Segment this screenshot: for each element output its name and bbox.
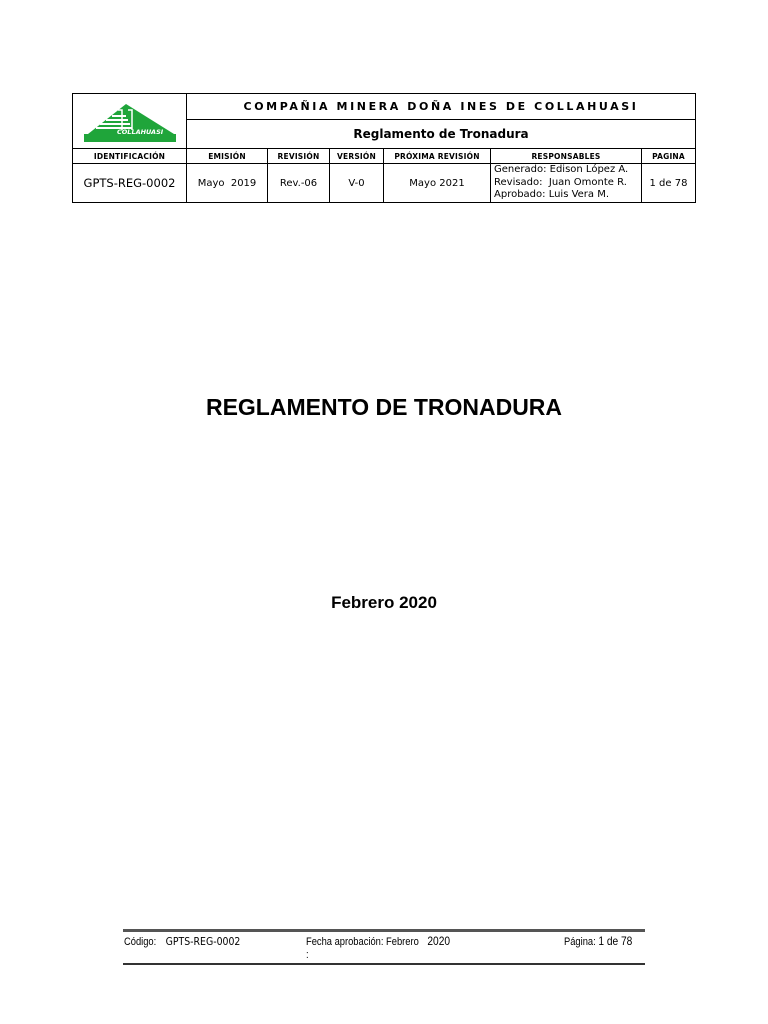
footer-pagina [564, 934, 632, 948]
column-header-identificacion: IDENTIFICACIÓN [73, 149, 187, 164]
footer-pagina-label: Página: [564, 936, 596, 948]
column-header-proxima-revision: PRÓXIMA REVISIÓN [384, 149, 491, 164]
footer-codigo [124, 935, 240, 948]
column-header-emision: EMISIÓN [187, 149, 268, 164]
footer-top-rule [123, 929, 645, 932]
responsable-revisado: Revisado: Juan Omonte R. [494, 176, 627, 188]
company-name: COMPAÑIA MINERA DOÑA INES DE COLLAHUASI [187, 94, 696, 120]
company-logo [73, 94, 187, 149]
identificacion-value: GPTS-REG-0002 [73, 164, 187, 203]
responsable-aprobado: Aprobado: Luis Vera M. [494, 189, 610, 201]
footer-fecha [306, 934, 450, 948]
document-date: Febrero 2020 [331, 593, 437, 612]
footer-fecha-month: Febrero [386, 936, 419, 948]
version-value: V-0 [330, 164, 384, 203]
document-header-table [72, 93, 696, 203]
mountain-logo-icon [78, 100, 182, 144]
footer-pagina-value: 1 de 78 [598, 934, 633, 948]
main-title: REGLAMENTO DE TRONADURA [205, 394, 563, 420]
column-header-pagina: PAGINA [642, 149, 696, 164]
footer-fecha-label: Fecha aprobación: [306, 936, 384, 948]
column-header-revision: REVISIÓN [268, 149, 330, 164]
footer-codigo-label: Código: [124, 936, 157, 948]
footer-fecha-colon: : [306, 949, 309, 961]
revision-value: Rev.-06 [268, 164, 330, 203]
emision-value: Mayo 2019 [187, 164, 268, 203]
footer-fecha-year: 2020 [427, 934, 451, 948]
document-title: Reglamento de Tronadura [187, 120, 696, 149]
pagina-value: 1 de 78 [642, 164, 696, 203]
footer-bottom-rule [123, 963, 645, 965]
footer-codigo-value: GPTS-REG-0002 [165, 935, 241, 948]
column-header-version: VERSIÓN [330, 149, 384, 164]
column-header-responsables: RESPONSABLES [491, 149, 642, 164]
logo-wordmark: COLLAHUASI [117, 128, 164, 136]
responsables-value [491, 164, 642, 203]
proxima-revision-value: Mayo 2021 [384, 164, 491, 203]
responsable-generado: Generado: Edison López A. [494, 164, 629, 176]
